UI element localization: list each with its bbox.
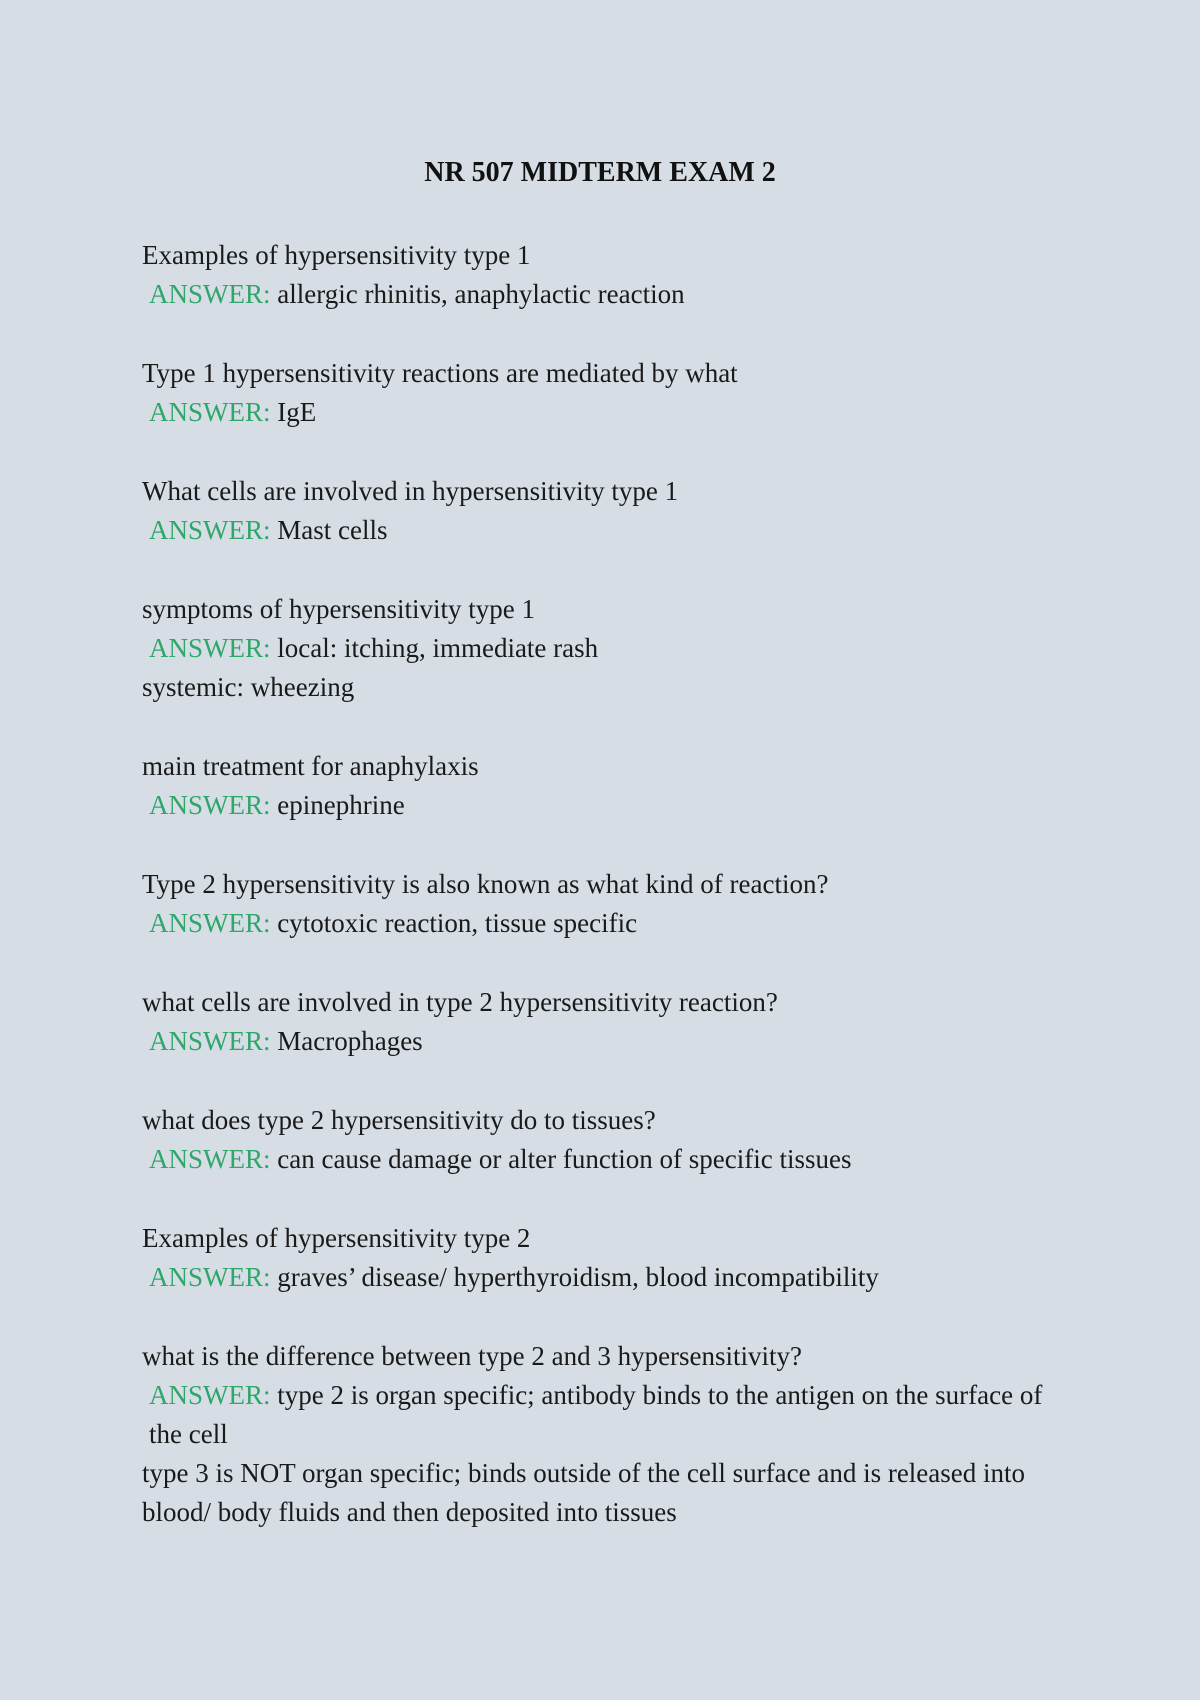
answer-text: cytotoxic reaction, tissue specific (277, 908, 638, 938)
qa-item (142, 472, 1082, 550)
answer-line (142, 1140, 1082, 1179)
answer-label: ANSWER: (149, 1262, 271, 1292)
answer-text: IgE (277, 397, 317, 427)
answer-label: ANSWER: (149, 397, 271, 427)
answer-label: ANSWER: (149, 633, 271, 663)
question-text: Type 2 hypersensitivity is also known as what kind of reaction? (142, 869, 829, 899)
answer-label: ANSWER: (149, 1380, 271, 1410)
question-text: Type 1 hypersensitivity reactions are mediated by what (142, 358, 738, 388)
answer-text: local: itching, immediate rash (277, 633, 599, 663)
answer-label: ANSWER: (149, 515, 271, 545)
answer-line (142, 393, 1082, 432)
question-text: what cells are involved in type 2 hypersensitivity reaction? (142, 987, 778, 1017)
question-text: What cells are involved in hypersensitivity type 1 (142, 476, 679, 506)
answer-label: ANSWER: (149, 1026, 271, 1056)
qa-item (142, 354, 1082, 432)
answer-line (142, 1376, 1082, 1454)
question-text: what is the difference between type 2 and 3 hypersensitivity? (142, 1341, 803, 1371)
answer-text: Mast cells (277, 515, 388, 545)
answer-line (142, 1258, 1082, 1297)
answer-text: can cause damage or alter function of specific tissues (277, 1144, 852, 1174)
qa-item (142, 590, 1082, 707)
question-text: what does type 2 hypersensitivity do to tissues? (142, 1105, 656, 1135)
answer-continuation: type 3 is NOT organ specific; binds outside of the cell surface and is released into blood/ body fluids and then deposited into tissues (142, 1458, 1026, 1527)
answer-line (142, 629, 1082, 668)
question-text: Examples of hypersensitivity type 1 (142, 240, 531, 270)
qa-list (142, 236, 1082, 1572)
answer-line (142, 1022, 1082, 1061)
question-text: Examples of hypersensitivity type 2 (142, 1223, 531, 1253)
answer-continuation: systemic: wheezing (142, 672, 355, 702)
question-text: symptoms of hypersensitivity type 1 (142, 594, 535, 624)
qa-item (142, 747, 1082, 825)
qa-item (142, 1101, 1082, 1179)
answer-label: ANSWER: (149, 279, 271, 309)
answer-label: ANSWER: (149, 790, 271, 820)
answer-line (142, 275, 1082, 314)
answer-text: allergic rhinitis, anaphylactic reaction (277, 279, 685, 309)
answer-text: graves’ disease/ hyperthyroidism, blood incompatibility (277, 1262, 879, 1292)
answer-line (142, 904, 1082, 943)
qa-item (142, 1219, 1082, 1297)
answer-label: ANSWER: (149, 1144, 271, 1174)
qa-item (142, 983, 1082, 1061)
qa-item (142, 1337, 1082, 1532)
qa-item (142, 236, 1082, 314)
answer-line (142, 786, 1082, 825)
answer-text: Macrophages (277, 1026, 423, 1056)
answer-line (142, 511, 1082, 550)
answer-text: type 2 is organ specific; antibody binds to the antigen on the surface of the cell (149, 1380, 1043, 1449)
document-title: NR 507 MIDTERM EXAM 2 (424, 157, 776, 188)
qa-item (142, 865, 1082, 943)
answer-label: ANSWER: (149, 908, 271, 938)
answer-text: epinephrine (277, 790, 405, 820)
question-text: main treatment for anaphylaxis (142, 751, 479, 781)
